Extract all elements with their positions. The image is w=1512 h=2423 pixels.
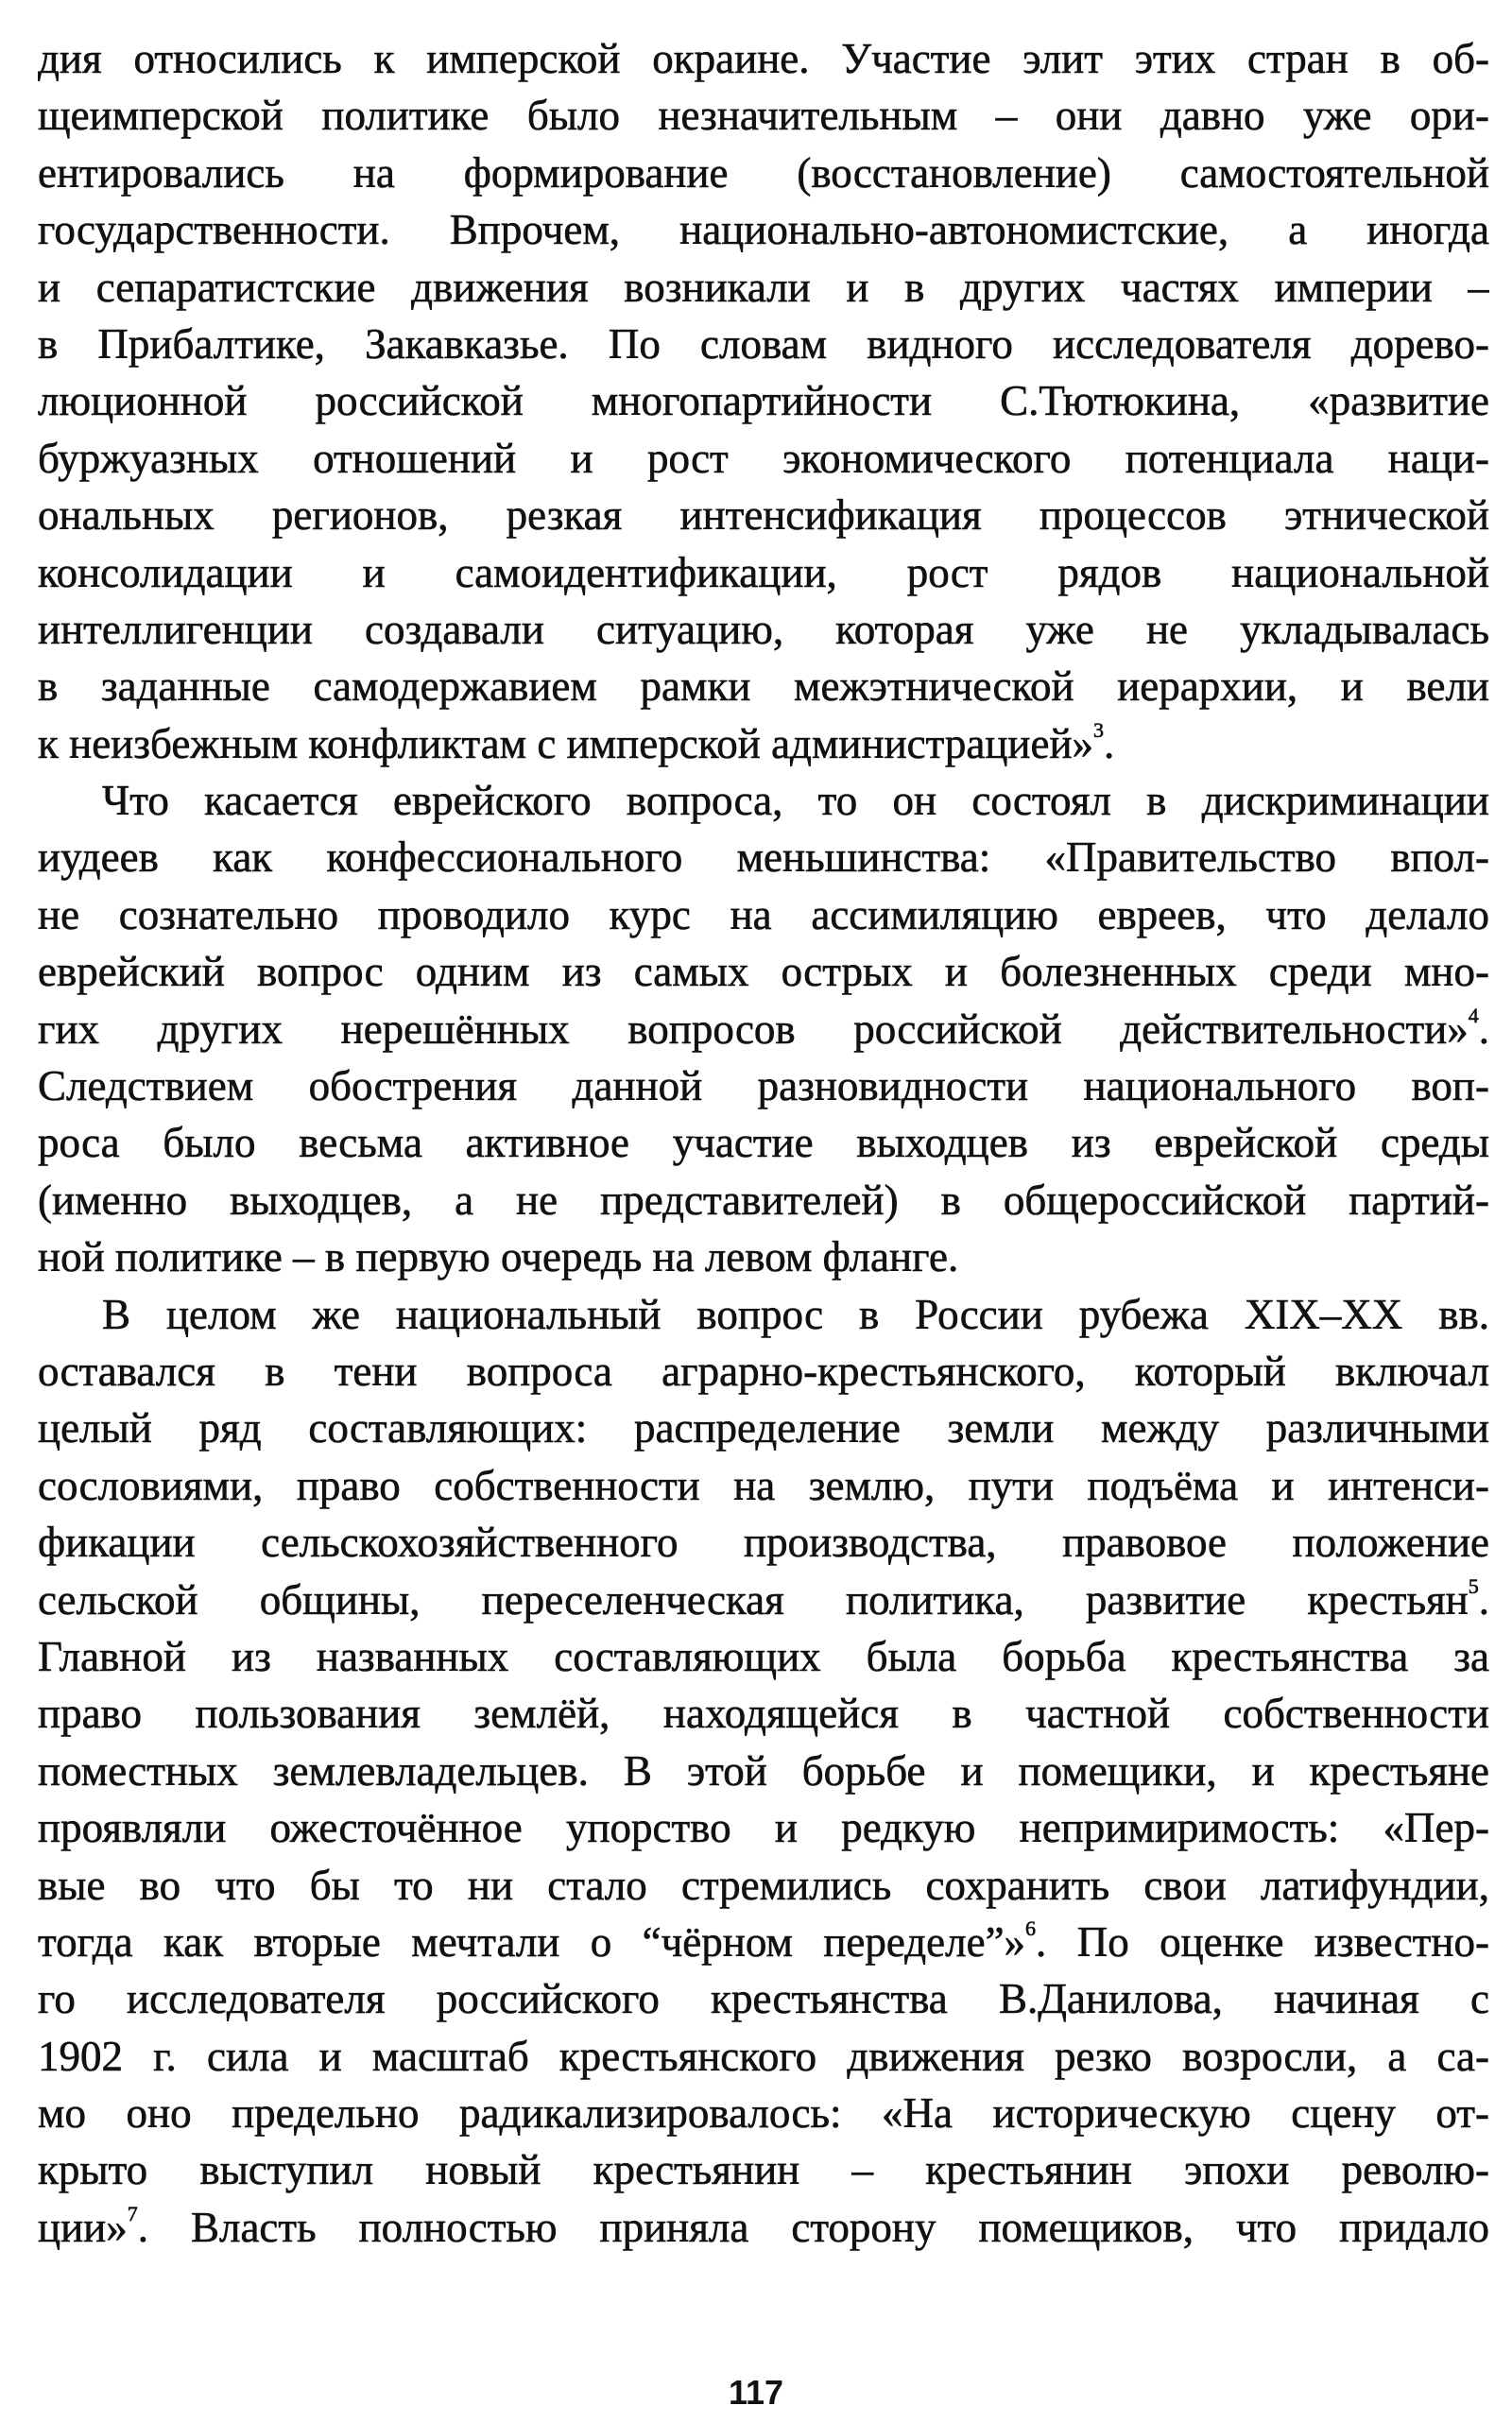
- text-line: (именно выходцев, а не представителей) в общероссийской партий-: [38, 1176, 1489, 1224]
- text-line: право пользования землёй, находящейся в частной собственности: [38, 1690, 1489, 1738]
- text-line: иудеев как конфессионального меньшинства: «Правительство впол-: [38, 833, 1489, 882]
- text-line: люционной российской многопартийности С.Тютюкина, «развитие: [38, 377, 1489, 425]
- text-line: сословиями, право собственности на землю, пути подъёма и интенси-: [38, 1461, 1489, 1509]
- text-line: мо оно предельно радикализировалось: «На историческую сцену от-: [38, 2089, 1489, 2138]
- line-text: .: [1478, 1575, 1489, 1624]
- line-text: .: [1104, 719, 1115, 767]
- line-text: тогда как вторые мечтали о “чёрном переделе”»: [38, 1917, 1026, 1966]
- text-line: крыто выступил новый крестьянин – крестьянин эпохи револю-: [38, 2146, 1489, 2194]
- text-line: целый ряд составляющих: распределение земли между различными: [38, 1404, 1489, 1452]
- text-line: государственности. Впрочем, национально-автономистские, а иногда: [38, 206, 1489, 254]
- text-line: ентировались на формирование (восстановление) самостоятельной: [38, 148, 1489, 197]
- text-line: не сознательно проводило курс на ассимиляцию евреев, что делало: [38, 890, 1489, 938]
- text-line: оставался в тени вопроса аграрно-крестьянского, который включал: [38, 1347, 1489, 1395]
- text-line: Следствием обострения данной разновидности национального воп-: [38, 1062, 1489, 1110]
- text-line: В целом же национальный вопрос в России рубежа XIX–XX вв.: [102, 1290, 1489, 1338]
- text-line: поместных землевладельцев. В этой борьбе и помещики, и крестьяне: [38, 1746, 1489, 1795]
- text-line: в Прибалтике, Закавказье. По словам видного исследователя дорево-: [38, 319, 1489, 368]
- text-line: [38, 1914, 1489, 1970]
- text-line: дия относились к имперской окраине. Участие элит этих стран в об-: [38, 35, 1489, 82]
- footnote-ref-4[interactable]: 4: [1468, 1003, 1479, 1027]
- text-line: [38, 715, 1489, 772]
- line-text: . По оценке известно-: [1036, 1917, 1489, 1966]
- text-line: Что касается еврейского вопроса, то он состоял в дискриминации: [102, 777, 1489, 825]
- text-line: роса было весьма активное участие выходцев из еврейской среды: [38, 1119, 1489, 1167]
- text-line: го исследователя российского крестьянства В.Данилова, начиная с: [38, 1975, 1489, 2023]
- footnote-ref-7[interactable]: 7: [127, 2201, 138, 2225]
- text-line: [38, 2199, 1489, 2256]
- text-line: еврейский вопрос одним из самых острых и болезненных среди мно-: [38, 948, 1489, 996]
- text-line: [38, 1572, 1489, 1628]
- text-line: в заданные самодержавием рамки межэтнической иерархии, и вели: [38, 662, 1489, 711]
- text-line: проявляли ожесточённое упорство и редкую непримиримость: «Пер-: [38, 1804, 1489, 1852]
- footnote-ref-6[interactable]: 6: [1025, 1916, 1037, 1940]
- text-line: ональных регионов, резкая интенсификация процессов этнической: [38, 491, 1489, 540]
- page-body: [38, 30, 1489, 2256]
- text-line: щеимперской политике было незначительным – они давно уже ори-: [38, 92, 1489, 140]
- line-text: к неизбежным конфликтам с имперской администрацией»: [38, 719, 1094, 767]
- footnote-ref-3[interactable]: 3: [1093, 717, 1105, 742]
- text-line: [38, 1001, 1489, 1057]
- text-line: ной политике – в первую очередь на левом фланге.: [38, 1233, 959, 1281]
- text-line: и сепаратистские движения возникали и в других частях империи –: [38, 263, 1489, 311]
- line-text: . Власть полностью приняла сторону помещиков, что придало: [137, 2203, 1489, 2251]
- text-line: 1902 г. сила и масштаб крестьянского движения резко возросли, а са-: [38, 2032, 1489, 2080]
- text-line: консолидации и самоидентификации, рост рядов национальной: [38, 548, 1489, 596]
- line-text: гих других нерешённых вопросов российской действительности»: [38, 1005, 1469, 1053]
- text-line: фикации сельскохозяйственного производства, правовое положение: [38, 1519, 1489, 1567]
- text-line: интеллигенции создавали ситуацию, которая уже не укладывалась: [38, 605, 1489, 653]
- page-number: 117: [728, 2373, 784, 2412]
- line-text: ции»: [38, 2203, 128, 2251]
- text-line: Главной из названных составляющих была борьба крестьянства за: [38, 1632, 1489, 1680]
- footnote-ref-5[interactable]: 5: [1468, 1573, 1479, 1598]
- line-text: сельской общины, переселенческая политика, развитие крестьян: [38, 1575, 1469, 1624]
- text-line: вые во что бы то ни стало стремились сохранить свои латифундии,: [38, 1861, 1489, 1909]
- line-text: .: [1478, 1005, 1489, 1053]
- text-line: буржуазных отношений и рост экономического потенциала наци-: [38, 434, 1489, 482]
